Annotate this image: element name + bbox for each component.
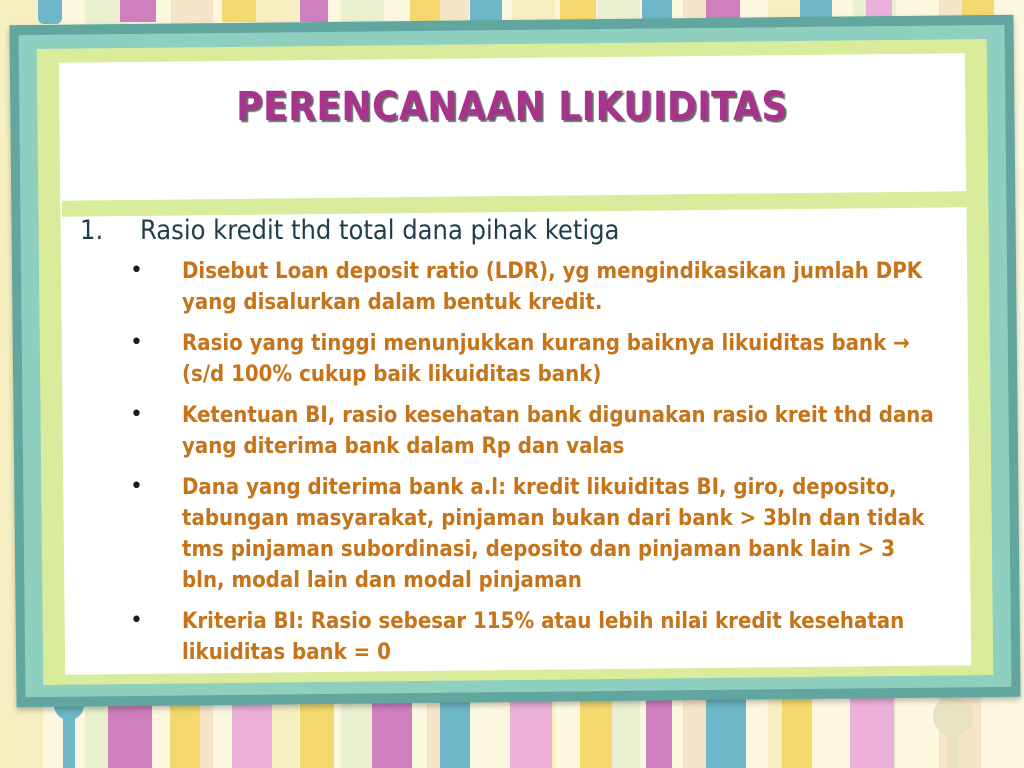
- bullet-text: Kriteria BI: Rasio sebesar 115% atau lebih nilai kredit kesehatan likuiditas bank = 0: [182, 609, 905, 665]
- list-item: [80, 256, 960, 318]
- list-item: [80, 400, 960, 462]
- bullet-text: Dana yang diterima bank a.l: kredit likuiditas BI, giro, deposito, tabungan masyarakat, pinjaman bukan dari bank > 3bln dan tidak tms pinjaman subordinasi, deposito dan pinjaman bank lain > 3 bln, modal lain dan modal pinjaman: [182, 475, 925, 593]
- bullet-dot: •: [130, 608, 143, 633]
- bullet-dot: •: [130, 330, 143, 355]
- bullet-dot: •: [130, 402, 143, 427]
- item-heading: Rasio kredit thd total dana pihak ketiga: [140, 215, 620, 246]
- bullet-dot: •: [130, 474, 143, 499]
- list-item: [80, 606, 960, 668]
- bullet-text: Disebut Loan deposit ratio (LDR), yg mengindikasikan jumlah DPK yang disalurkan dalam bentuk kredit.: [182, 259, 923, 315]
- slide-body: [80, 212, 960, 678]
- bullet-dot: •: [130, 258, 143, 283]
- list-item: [80, 328, 960, 390]
- bullet-text: Rasio yang tinggi menunjukkan kurang baiknya likuiditas bank → (s/d 100% cukup baik likuiditas bank): [182, 331, 910, 387]
- bullet-text: Ketentuan BI, rasio kesehatan bank digunakan rasio kreit thd dana yang diterima bank dalam Rp dan valas: [182, 403, 934, 459]
- list-item: [80, 472, 960, 596]
- numbered-item: [80, 212, 960, 250]
- slide-title: PERENCANAAN LIKUIDITAS: [236, 84, 788, 130]
- bullet-list: [80, 256, 960, 668]
- item-number: 1.: [80, 215, 104, 246]
